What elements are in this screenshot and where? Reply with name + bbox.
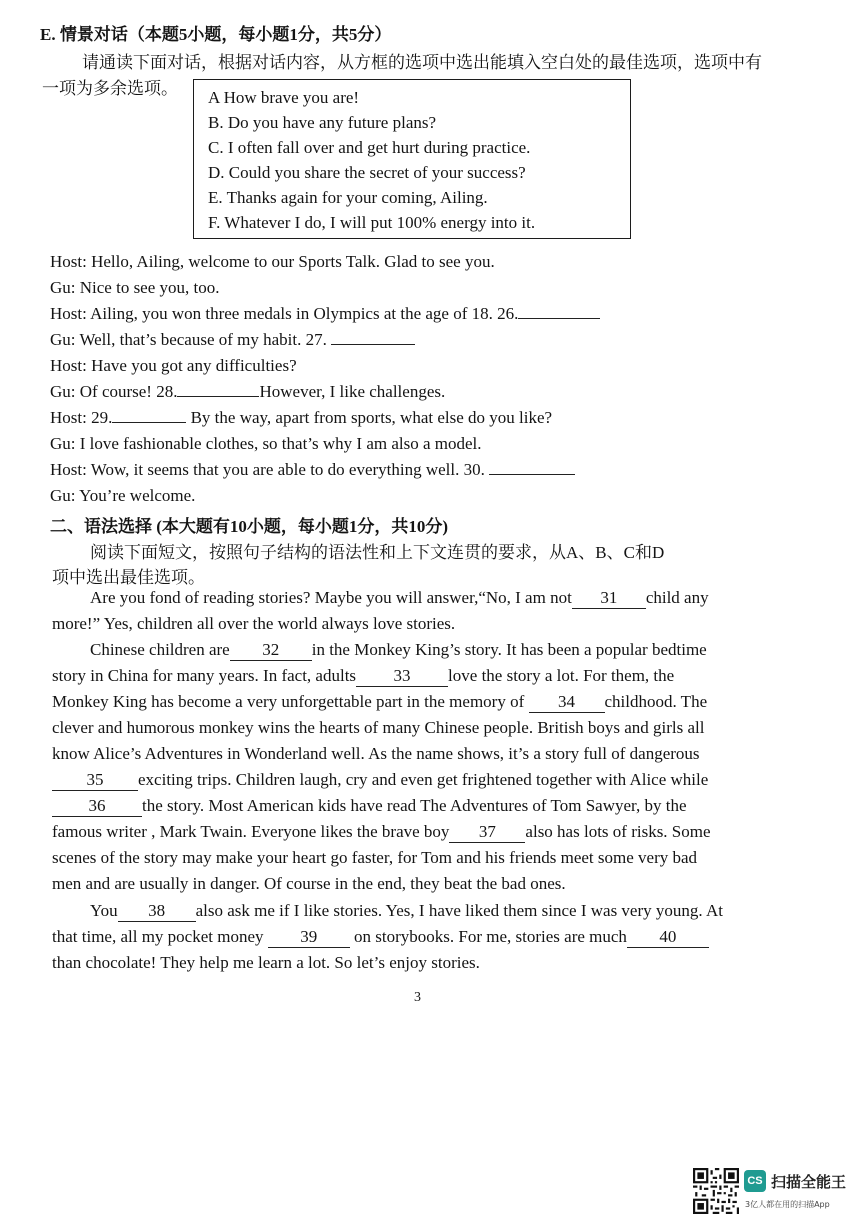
section-2-instruction-line1: 阅读下面短文，按照句子结构的语法性和上下文连贯的要求，从A、B、C和D — [90, 543, 665, 562]
passage-text: child any — [645, 588, 709, 607]
passage-text: in the Monkey King’s story. It has been a popular bedtime — [311, 640, 707, 659]
dialogue-line-30 — [50, 460, 575, 480]
passage-line — [52, 666, 674, 687]
passage-line — [90, 901, 723, 922]
camscanner-tagline: 3亿人都在用的扫描App — [745, 1200, 830, 1209]
question-blank-36[interactable]: 36 — [52, 797, 142, 817]
dialogue-text: By the way, apart from sports, what else do you like? — [186, 408, 553, 427]
dialogue-line-27 — [50, 330, 415, 350]
question-blank-37[interactable]: 37 — [449, 823, 525, 843]
passage-text: You — [90, 901, 118, 920]
passage-line — [52, 692, 707, 713]
dialogue-line: Gu: You’re welcome. — [50, 486, 196, 505]
question-blank-38[interactable]: 38 — [118, 902, 196, 922]
passage-line: than chocolate! They help me learn a lot. So let’s enjoy stories. — [52, 953, 480, 972]
passage-text: story in China for many years. In fact, adults — [52, 666, 357, 685]
section-2-instruction-line2: 项中选出最佳选项。 — [52, 568, 205, 587]
dialogue-line: Gu: Nice to see you, too. — [50, 278, 220, 297]
option-e: E. Thanks again for your coming, Ailing. — [208, 188, 488, 207]
dialogue-line-28 — [50, 382, 445, 402]
passage-text: that time, all my pocket money — [52, 927, 264, 946]
passage-line — [90, 588, 709, 609]
question-blank-35[interactable]: 35 — [52, 771, 138, 791]
option-d: D. Could you share the secret of your success? — [208, 163, 526, 182]
passage-line — [52, 770, 708, 791]
question-blank-40[interactable]: 40 — [627, 928, 709, 948]
dialogue-line: Host: Hello, Ailing, welcome to our Sports Talk. Glad to see you. — [50, 252, 495, 271]
dialogue-line-29 — [50, 408, 552, 428]
answer-blank-30[interactable] — [489, 460, 575, 475]
passage-line — [52, 927, 709, 948]
option-a: A How brave you are! — [208, 88, 360, 107]
question-blank-33[interactable]: 33 — [356, 667, 448, 687]
option-c: C. I often fall over and get hurt during practice. — [208, 138, 531, 157]
dialogue-line: Gu: I love fashionable clothes, so that’s why I am also a model. — [50, 434, 482, 453]
question-blank-31[interactable]: 31 — [572, 589, 646, 609]
option-b: B. Do you have any future plans? — [208, 113, 437, 132]
passage-line — [52, 822, 711, 843]
passage-line: men and are usually in danger. Of course in the end, they beat the bad ones. — [52, 874, 566, 893]
qr-code-icon — [693, 1168, 739, 1214]
passage-line — [90, 640, 707, 661]
passage-text: exciting trips. Children laugh, cry and even get frightened together with Alice while — [138, 770, 709, 789]
dialogue-text: Gu: Well, that’s because of my habit. 27. — [50, 330, 327, 349]
question-blank-32[interactable]: 32 — [230, 641, 312, 661]
camscanner-logo-icon: CS — [744, 1170, 766, 1192]
passage-text: the story. Most American kids have read The Adventures of Tom Sawyer, by the — [142, 796, 687, 815]
section-e-header: E. 情景对话（本题5小题，每小题1分，共5分） — [40, 25, 392, 44]
passage-line: know Alice’s Adventures in Wonderland well. As the name shows, it’s a story full of dangerous — [52, 744, 700, 763]
passage-text: Monkey King has become a very unforgettable part in the memory of — [52, 692, 525, 711]
question-blank-34[interactable]: 34 — [529, 693, 605, 713]
passage-text: famous writer , Mark Twain. Everyone likes the brave boy — [52, 822, 450, 841]
answer-blank-26[interactable] — [518, 304, 600, 319]
passage-text: Chinese children are — [90, 640, 230, 659]
passage-line: scenes of the story may make your heart go faster, for Tom and his friends meet some very bad — [52, 848, 698, 867]
dialogue-text: Host: Ailing, you won three medals in Olympics at the age of 18. 26. — [50, 304, 519, 323]
dialogue-text: Host: 29. — [50, 408, 113, 427]
option-f: F. Whatever I do, I will put 100% energy into it. — [208, 213, 536, 232]
options-box — [193, 79, 631, 239]
passage-text: also ask me if I like stories. Yes, I have liked them since I was very young. At — [195, 901, 723, 920]
page-number: 3 — [414, 990, 421, 1005]
section-e-instruction-line2: 一项为多余选项。 — [42, 79, 178, 98]
passage-text: also has lots of risks. Some — [525, 822, 711, 841]
question-blank-39[interactable]: 39 — [268, 928, 350, 948]
dialogue-line-26 — [50, 304, 600, 324]
passage-text: childhood. The — [604, 692, 708, 711]
camscanner-app-name: 扫描全能王 — [771, 1173, 847, 1191]
passage-text: love the story a lot. For them, the — [448, 666, 675, 685]
dialogue-line: Host: Have you got any difficulties? — [50, 356, 297, 375]
passage-line: clever and humorous monkey wins the hearts of many Chinese people. British boys and girls all — [52, 718, 705, 737]
answer-blank-29[interactable] — [112, 408, 186, 423]
dialogue-text: However, I like challenges. — [259, 382, 446, 401]
passage-line — [52, 796, 687, 817]
dialogue-text: Host: Wow, it seems that you are able to do everything well. 30. — [50, 460, 485, 479]
passage-text: Are you fond of reading stories? Maybe you will answer,“No, I am not — [90, 588, 572, 607]
section-2-header: 二、语法选择 (本大题有10小题，每小题1分，共10分) — [50, 517, 449, 536]
answer-blank-28[interactable] — [177, 382, 259, 397]
passage-text: on storybooks. For me, stories are much — [354, 927, 627, 946]
section-e-instruction-line1: 请通读下面对话，根据对话内容，从方框的选项中选出能填入空白处的最佳选项，选项中有 — [82, 53, 762, 72]
dialogue-text: Gu: Of course! 28. — [50, 382, 178, 401]
passage-line: more!” Yes, children all over the world always love stories. — [52, 614, 456, 633]
answer-blank-27[interactable] — [331, 330, 415, 345]
